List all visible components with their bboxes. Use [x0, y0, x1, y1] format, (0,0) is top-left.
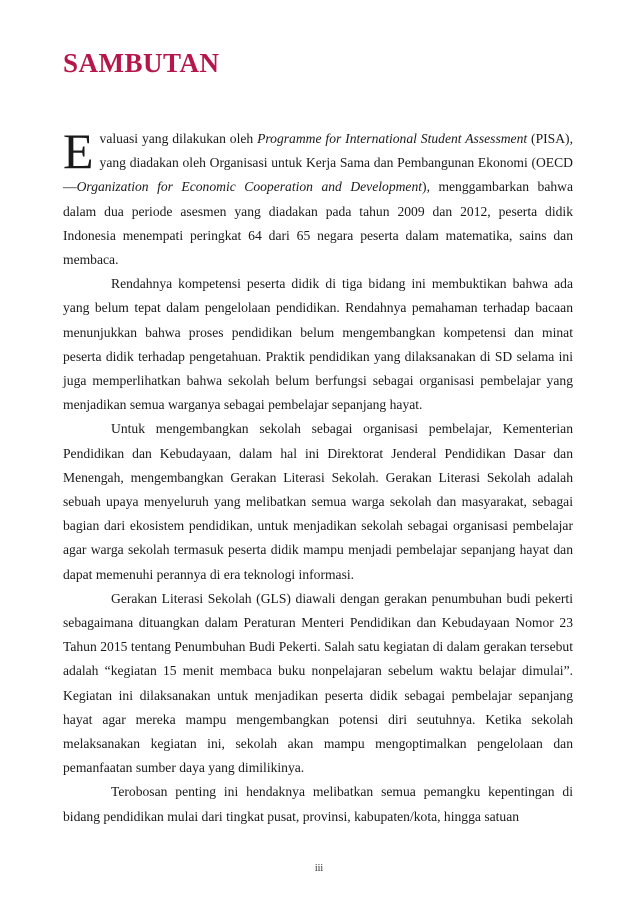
paragraph-5-content [63, 784, 573, 823]
italic-term: Programme for International Student Assessment [257, 131, 528, 146]
text-run: (PISA), yang diadakan oleh Organisasi untuk Kerja Sama dan Pembangunan Ekonomi (OECD— [63, 131, 573, 195]
paragraph-1-content [63, 123, 573, 268]
drop-cap: E [63, 123, 94, 179]
text-run: Terobosan penting ini hendaknya melibatkan semua pemangku kepentingan di bidang pendidikan mulai dari tingkat pusat, provinsi, kabupaten/kota, hingga satuan [63, 784, 573, 824]
paragraph-3 [63, 417, 573, 586]
page-title: SAMBUTAN [63, 48, 220, 78]
paragraph-2 [63, 272, 573, 417]
paragraph-4 [63, 587, 573, 781]
paragraph-4-content [63, 591, 573, 775]
paragraph-3-content [63, 421, 573, 581]
italic-term: Organization for Economic Cooperation and Development [76, 179, 423, 195]
paragraph-2-content [63, 276, 573, 412]
text-run: Gerakan Literasi Sekolah (GLS) diawali dengan gerakan penumbuhan budi pekerti sebagaimana dituangkan dalam Peraturan Menteri Pendidikan dan Kebudayaan Nomor 23 Tahun 2015 tentang Penumbuhan Budi Pekerti. Salah satu kegiatan di dalam gerakan tersebut adalah “kegiatan 15 menit membaca buku nonpelajaran sebelum waktu belajar dimulai”. Kegiatan ini dilaksanakan untuk menjadikan peserta didik sebagai pembelajar sepanjang hayat agar mereka mampu mengembangkan potensi diri seutuhnya. Ketika sekolah melaksanakan kegiatan ini, sekolah akan mampu mengoptimalkan pengelolaan dan pemanfaatan sumber daya yang dimilikinya. [63, 590, 573, 776]
page-number: iii [314, 863, 324, 874]
text-run: valuasi yang dilakukan oleh [99, 131, 258, 146]
text-run: Rendahnya kompetensi peserta didik di tiga bidang ini membuktikan bahwa ada yang belum tepat dalam pengelolaan pendidikan. Rendahnya pemahaman terhadap bacaan menunjukkan bahwa proses pendidikan belum mengembangkan kompetensi dan minat peserta didik terhadap pengetahuan. Praktik pendidikan yang dilaksanakan di SD selama ini juga memperlihatkan bahwa sekolah belum berfungsi sebagai organisasi pembelajar yang menjadikan semua warganya sebagai pembelajar sepanjang hayat. [63, 276, 573, 413]
text-run: Untuk mengembangkan sekolah sebagai organisasi pembelajar, Kementerian Pendidikan dan Kebudayaan, dalam hal ini Direktorat Jenderal Pendidikan Dasar dan Menengah, mengembangkan Gerakan Literasi Sekolah. Gerakan Literasi Sekolah adalah sebuah upaya menyeluruh yang melibatkan semua warga sekolah dan masyarakat, sebagai bagian dari ekosistem pendidikan, untuk menjadikan sekolah sebagai organisasi pembelajar agar warga sekolah termasuk peserta didik mampu menjadi pembelajar sepanjang hayat dan dapat memenuhi perannya di era teknologi informasi. [63, 421, 573, 582]
text-run: ), menggambarkan bahwa dalam dua periode asesmen yang diadakan pada tahun 2009 dan 2012, peserta didik Indonesia menempati peringkat 64 dari 65 negara peserta dalam matematika, sains dan membaca. [63, 179, 573, 268]
body-text [63, 123, 573, 829]
paragraph-1 [63, 123, 573, 272]
paragraph-5 [63, 780, 573, 828]
